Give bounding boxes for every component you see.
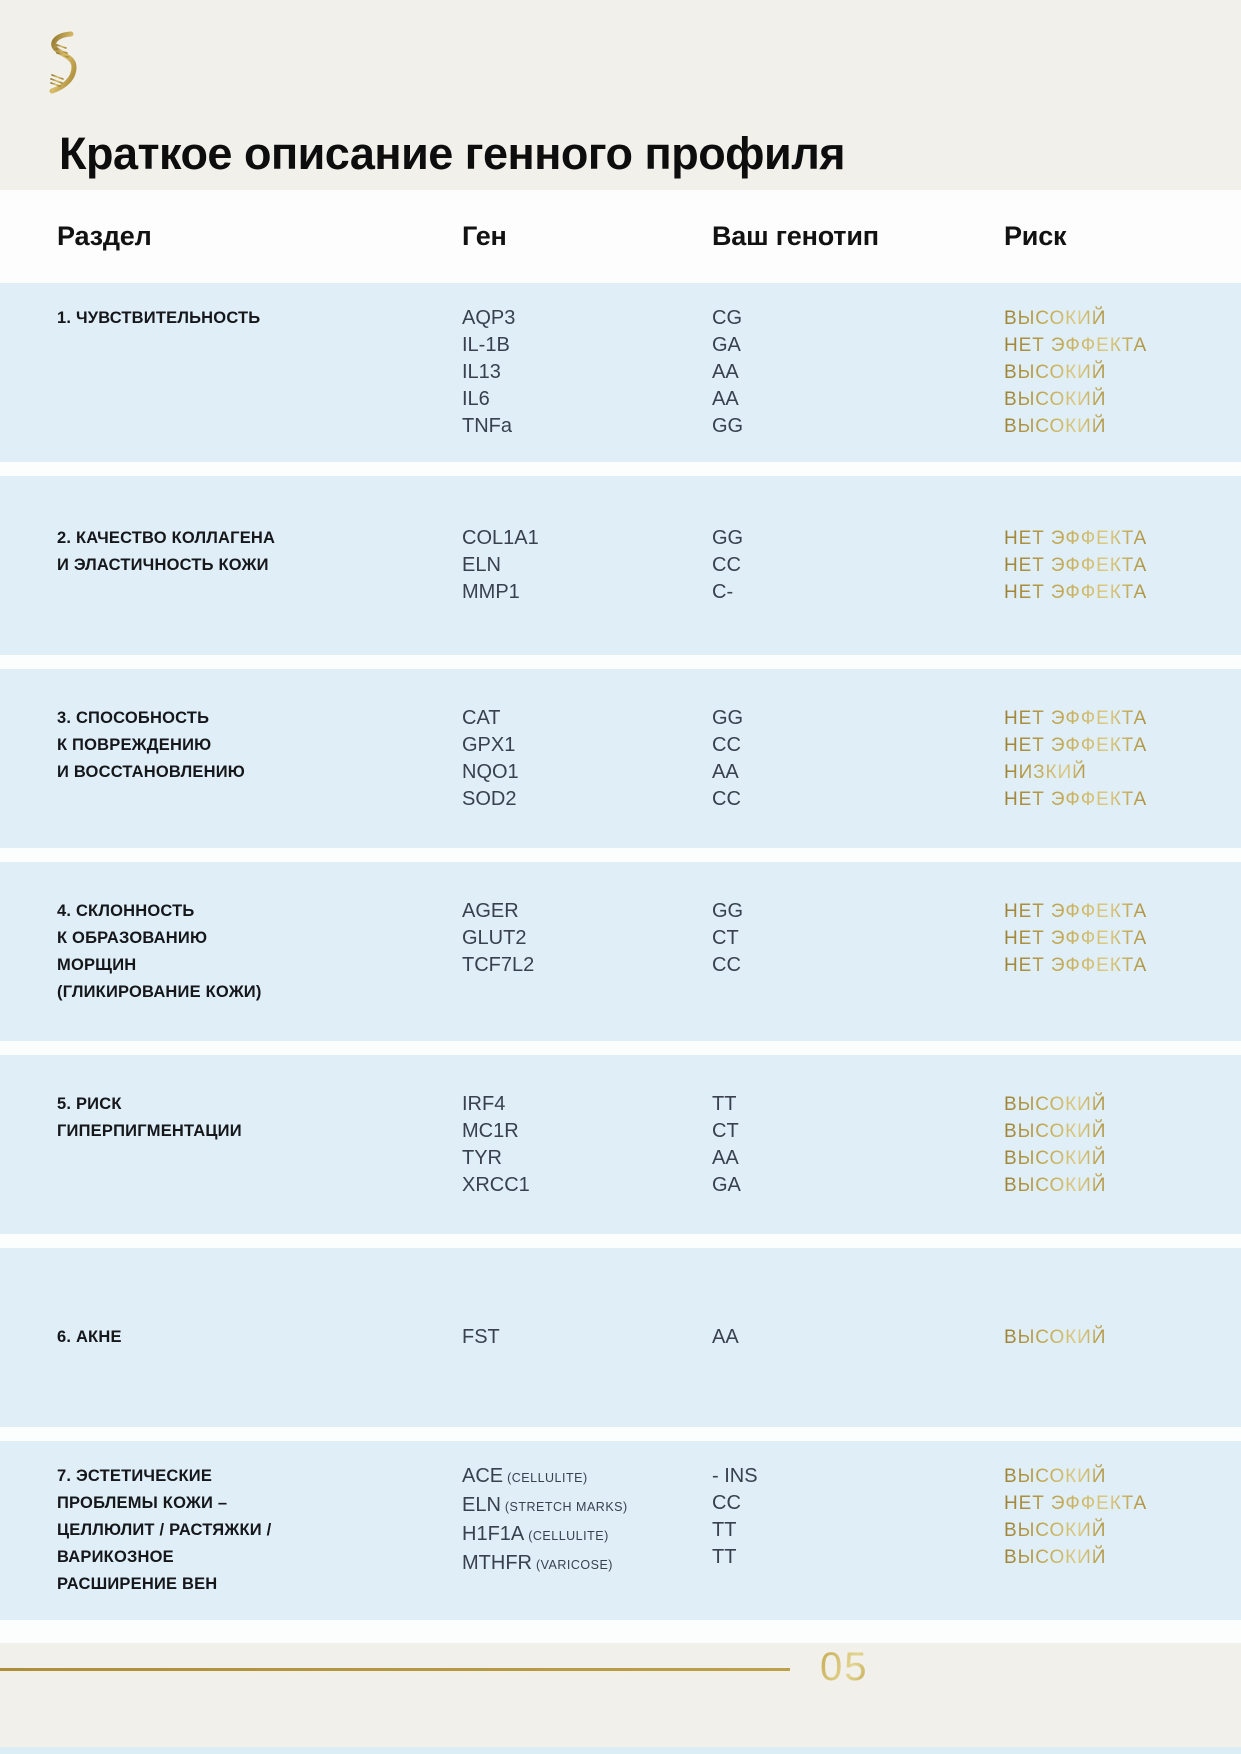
- table-header-row: [0, 190, 1241, 283]
- section-title-line: 5. РИСК: [57, 1094, 122, 1113]
- gene-list: [462, 1324, 712, 1351]
- gene-name: [462, 925, 712, 952]
- section-title: [57, 1463, 462, 1598]
- gene-note: (CELLULITE): [503, 1471, 588, 1485]
- genotype-list: [712, 1324, 1004, 1351]
- gene-list: [462, 705, 712, 813]
- gene-name: [462, 759, 712, 786]
- risk-list: [1004, 525, 1211, 606]
- risk-list: [1004, 705, 1211, 813]
- genotype-value: CC: [712, 554, 741, 576]
- gene-name: [462, 1118, 712, 1145]
- gene-name: [462, 1324, 712, 1351]
- gene-symbol: FST: [462, 1326, 500, 1348]
- column-header-section: Раздел: [57, 221, 152, 251]
- profile-section: [0, 476, 1241, 655]
- gene-symbol: XRCC1: [462, 1173, 530, 1196]
- gene-name: [462, 786, 712, 813]
- risk-value: НЕТ ЭФФЕКТА: [1004, 732, 1147, 759]
- genotype-value: AA: [712, 388, 739, 410]
- section-title-line: (ГЛИКИРОВАНИЕ КОЖИ): [57, 982, 262, 1001]
- bottom-accent-strip: [0, 1747, 1241, 1754]
- profile-section: [0, 1055, 1241, 1234]
- genotype-value: C-: [712, 581, 734, 603]
- gene-name: [462, 1463, 712, 1492]
- column-header-genotype: Ваш генотип: [712, 221, 879, 251]
- gene-name: [462, 579, 712, 606]
- genotype-value: GG: [712, 706, 744, 729]
- section-title-line: 6. АКНЕ: [57, 1328, 122, 1346]
- section-title-line: 7. ЭСТЕТИЧЕСКИЕ: [57, 1467, 213, 1485]
- section-title-line: 2. КАЧЕСТВО КОЛЛАГЕНА: [57, 529, 276, 547]
- genotype-list: [712, 1463, 1004, 1571]
- risk-value: НИЗКИЙ: [1004, 759, 1087, 786]
- gene-name: [462, 525, 712, 552]
- gene-list: [462, 525, 712, 606]
- gene-note: (CELLULITE): [524, 1529, 609, 1543]
- genotype-value: CC: [712, 787, 741, 810]
- risk-value: ВЫСОКИЙ: [1004, 1324, 1106, 1351]
- genotype-value: CC: [712, 953, 741, 976]
- risk-value: НЕТ ЭФФЕКТА: [1004, 705, 1147, 732]
- gene-symbol: SOD2: [462, 787, 517, 810]
- risk-value: ВЫСОКИЙ: [1004, 413, 1106, 440]
- gene-symbol: IL13: [462, 361, 501, 383]
- gene-name: [462, 386, 712, 413]
- profile-section: [0, 669, 1241, 848]
- section-title-line: К ПОВРЕЖДЕНИЮ: [57, 735, 212, 754]
- gold-dna-helix-icon: [44, 31, 82, 95]
- gene-symbol: GLUT2: [462, 926, 527, 949]
- section-title-line: ГИПЕРПИГМЕНТАЦИИ: [57, 1121, 242, 1140]
- genotype-value: AA: [712, 760, 739, 783]
- gene-list: [462, 898, 712, 979]
- gene-symbol: ELN: [462, 554, 501, 576]
- genotype-list: [712, 705, 1004, 813]
- genotype-value: CT: [712, 1119, 739, 1142]
- risk-value: ВЫСОКИЙ: [1004, 1172, 1106, 1199]
- gene-name: [462, 413, 712, 440]
- page-title: Краткое описание генного профиля: [59, 128, 846, 180]
- genotype-list: [712, 305, 1004, 440]
- gene-symbol: COL1A1: [462, 527, 539, 549]
- genotype-value: GA: [712, 1173, 741, 1196]
- risk-value: ВЫСОКИЙ: [1004, 305, 1106, 332]
- section-title-line: К ОБРАЗОВАНИЮ: [57, 928, 208, 947]
- risk-value: НЕТ ЭФФЕКТА: [1004, 952, 1147, 979]
- risk-value: НЕТ ЭФФЕКТА: [1004, 525, 1147, 552]
- genotype-value: - INS: [712, 1465, 758, 1487]
- gene-symbol: ELN: [462, 1494, 501, 1516]
- genotype-value: GA: [712, 334, 741, 356]
- gene-name: [462, 898, 712, 925]
- section-title-line: 3. СПОСОБНОСТЬ: [57, 708, 210, 727]
- genotype-value: AA: [712, 361, 739, 383]
- risk-value: НЕТ ЭФФЕКТА: [1004, 786, 1147, 813]
- column-header-risk: Риск: [1004, 221, 1067, 251]
- risk-list: [1004, 898, 1211, 979]
- section-title-line: МОРЩИН: [57, 955, 137, 974]
- gene-name: [462, 1550, 712, 1579]
- gene-symbol: NQO1: [462, 760, 519, 783]
- section-title: [57, 1091, 462, 1145]
- section-title-line: И ЭЛАСТИЧНОСТЬ КОЖИ: [57, 556, 269, 574]
- gene-note: (VARICOSE): [531, 1558, 613, 1572]
- sections-container: [0, 283, 1241, 1643]
- gene-symbol: AGER: [462, 899, 519, 922]
- gene-name: [462, 1172, 712, 1199]
- section-title-line: ЦЕЛЛЮЛИТ / РАСТЯЖКИ /: [57, 1521, 272, 1539]
- risk-value: ВЫСОКИЙ: [1004, 359, 1106, 386]
- gene-name: [462, 1492, 712, 1521]
- section-title-line: 4. СКЛОННОСТЬ: [57, 901, 195, 920]
- risk-list: [1004, 1324, 1211, 1351]
- risk-value: ВЫСОКИЙ: [1004, 1118, 1106, 1145]
- section-title: [57, 525, 462, 579]
- gene-symbol: TNFa: [462, 415, 512, 437]
- gene-note: (STRETCH MARKS): [500, 1500, 628, 1514]
- genotype-list: [712, 898, 1004, 979]
- gene-name: [462, 552, 712, 579]
- genotype-value: GG: [712, 415, 744, 437]
- genotype-value: TT: [712, 1519, 737, 1541]
- gene-symbol: AQP3: [462, 307, 516, 329]
- genotype-value: AA: [712, 1326, 739, 1348]
- gene-name: [462, 1145, 712, 1172]
- risk-value: ВЫСОКИЙ: [1004, 1091, 1106, 1118]
- profile-section: [0, 1248, 1241, 1427]
- section-title: [57, 898, 462, 1006]
- section-title-line: 1. ЧУВСТВИТЕЛЬНОСТЬ: [57, 309, 261, 327]
- gene-name: [462, 732, 712, 759]
- section-title: [57, 305, 462, 332]
- gene-list: [462, 1463, 712, 1579]
- gene-name: [462, 1521, 712, 1550]
- genotype-value: GG: [712, 899, 744, 922]
- column-header-gene: Ген: [462, 221, 507, 251]
- gene-symbol: MC1R: [462, 1119, 519, 1142]
- risk-list: [1004, 305, 1211, 440]
- section-title: [57, 1324, 462, 1351]
- gene-symbol: MTHFR: [462, 1552, 532, 1574]
- risk-value: НЕТ ЭФФЕКТА: [1004, 1490, 1147, 1517]
- profile-section: [0, 862, 1241, 1041]
- gene-symbol: IL6: [462, 388, 490, 410]
- genotype-value: CG: [712, 307, 742, 329]
- section-title-line: ПРОБЛЕМЫ КОЖИ –: [57, 1494, 228, 1512]
- page-number: 05: [820, 1645, 869, 1689]
- gene-list: [462, 305, 712, 440]
- gene-symbol: TYR: [462, 1146, 502, 1169]
- gene-symbol: H1F1A: [462, 1523, 525, 1545]
- risk-value: ВЫСОКИЙ: [1004, 386, 1106, 413]
- genotype-list: [712, 1091, 1004, 1199]
- risk-value: НЕТ ЭФФЕКТА: [1004, 332, 1147, 359]
- risk-value: НЕТ ЭФФЕКТА: [1004, 552, 1147, 579]
- gene-symbol: ACE: [462, 1465, 504, 1487]
- risk-value: НЕТ ЭФФЕКТА: [1004, 579, 1147, 606]
- profile-section: [0, 283, 1241, 462]
- gene-symbol: CAT: [462, 706, 501, 729]
- risk-list: [1004, 1463, 1211, 1571]
- section-title-line: И ВОССТАНОВЛЕНИЮ: [57, 762, 245, 781]
- gene-symbol: GPX1: [462, 733, 516, 756]
- gene-name: [462, 359, 712, 386]
- risk-value: ВЫСОКИЙ: [1004, 1544, 1106, 1571]
- risk-value: ВЫСОКИЙ: [1004, 1463, 1106, 1490]
- genotype-value: TT: [712, 1546, 737, 1568]
- genotype-value: AA: [712, 1146, 739, 1169]
- gene-name: [462, 1091, 712, 1118]
- gene-list: [462, 1091, 712, 1199]
- genotype-value: TT: [712, 1092, 737, 1115]
- genotype-list: [712, 525, 1004, 606]
- genotype-value: GG: [712, 527, 744, 549]
- gene-symbol: MMP1: [462, 581, 520, 603]
- risk-value: НЕТ ЭФФЕКТА: [1004, 925, 1147, 952]
- gene-name: [462, 705, 712, 732]
- profile-section: [0, 1441, 1241, 1620]
- gene-name: [462, 952, 712, 979]
- gene-name: [462, 305, 712, 332]
- gene-symbol: TCF7L2: [462, 953, 535, 976]
- gene-symbol: IRF4: [462, 1092, 506, 1115]
- risk-value: ВЫСОКИЙ: [1004, 1517, 1106, 1544]
- genotype-value: CC: [712, 733, 741, 756]
- gene-symbol: IL-1B: [462, 334, 510, 356]
- genotype-value: CT: [712, 926, 739, 949]
- genotype-value: CC: [712, 1492, 741, 1514]
- risk-value: ВЫСОКИЙ: [1004, 1145, 1106, 1172]
- risk-value: НЕТ ЭФФЕКТА: [1004, 898, 1147, 925]
- section-title: [57, 705, 462, 786]
- gene-name: [462, 332, 712, 359]
- risk-list: [1004, 1091, 1211, 1199]
- section-title-line: ВАРИКОЗНОЕ: [57, 1548, 174, 1566]
- section-title-line: РАСШИРЕНИЕ ВЕН: [57, 1575, 218, 1593]
- footer-divider: [0, 1668, 790, 1671]
